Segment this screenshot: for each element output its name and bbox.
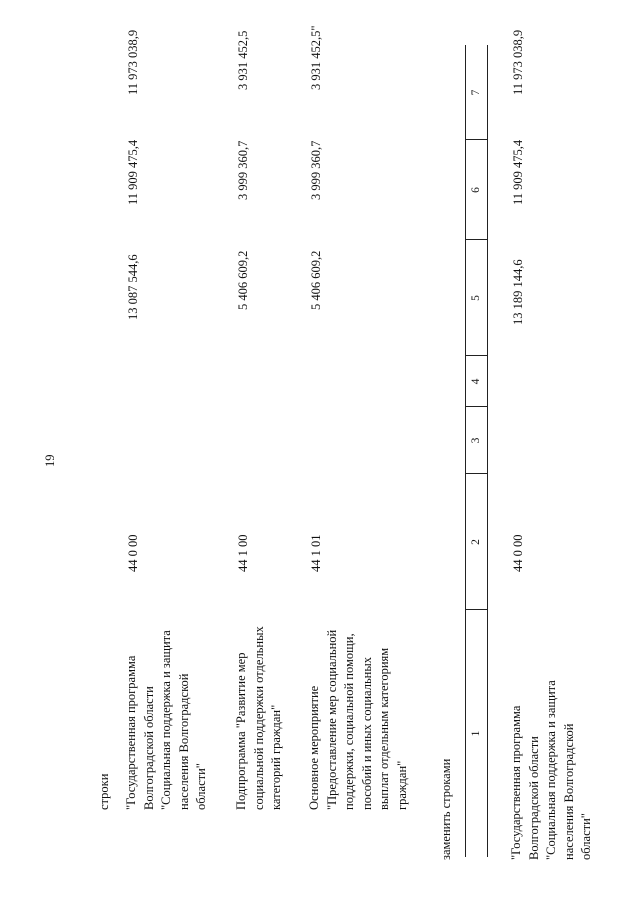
name-line: Основное мероприятие [307,685,321,810]
name-line: населения Волгоградской [561,723,576,860]
name-line: области" [579,813,593,860]
name-line: населения Волгоградской [176,673,191,810]
old-row-3-col5: 5 406 609,2 [309,250,323,310]
name-line: области" [194,763,208,810]
old-row-3-code: 44 1 01 [309,534,323,572]
page-number: 19 [43,454,57,467]
name-line: "Государственная программа [509,705,523,860]
header-col-7: 7 [470,89,482,96]
name-line: Волгоградской области [141,686,156,810]
name-line: "Предоставление мер социальной [324,629,339,810]
name-line: социальной поддержки отдельных [251,626,266,810]
header-col-2: 2 [470,539,482,545]
new-row-1-name [508,680,596,860]
name-line: граждан" [394,760,409,810]
name-line: "Государственная программа [124,655,138,810]
old-row-2-name [233,626,286,810]
old-row-1-code: 44 0 00 [126,534,140,572]
new-row-1-col7: 11 973 038,9 [511,29,525,95]
label-rows: строки [97,773,111,810]
old-row-2-col7: 3 931 452,5 [236,30,250,90]
name-line: "Социальная поддержка и защита [544,680,558,860]
name-line: Волгоградской области [526,736,541,860]
name-line: Подпрограмма "Развитие мер [234,652,248,810]
header-top-border [465,45,466,857]
old-row-3-name [306,630,411,810]
header-col-5: 5 [470,295,482,301]
name-line: "Социальная поддержка и защита [159,630,173,810]
old-row-2-col5: 5 406 609,2 [236,250,250,310]
old-row-1-col7: 11 973 038,9 [126,29,140,95]
new-row-1-col5: 13 189 144,6 [511,259,525,325]
old-row-2-col6: 3 999 360,7 [236,140,250,200]
old-row-1-col5: 13 087 544,6 [126,254,140,320]
new-row-1-col6: 11 909 475,4 [511,139,525,205]
header-bottom-border [487,45,488,857]
name-line: категорий граждан" [269,704,283,810]
old-row-1-col6: 11 909 475,4 [126,139,140,205]
old-row-3-col6: 3 999 360,7 [309,140,323,200]
new-row-1-code: 44 0 00 [511,534,525,572]
old-row-2-code: 44 1 00 [236,534,250,572]
header-col-3: 3 [470,437,482,444]
header-col-1: 1 [470,730,482,737]
old-row-1-name [123,630,211,810]
name-line: поддержки, социальной помощи, [342,633,356,810]
name-line: пособий и иных социальных [359,657,374,810]
name-line: выплат отдельным категориям [377,647,391,810]
header-col-4: 4 [470,378,482,385]
old-row-3-col7: 3 931 452,5" [309,25,323,90]
label-replace: заменить строками [439,758,453,860]
header-col-6: 6 [470,187,482,193]
